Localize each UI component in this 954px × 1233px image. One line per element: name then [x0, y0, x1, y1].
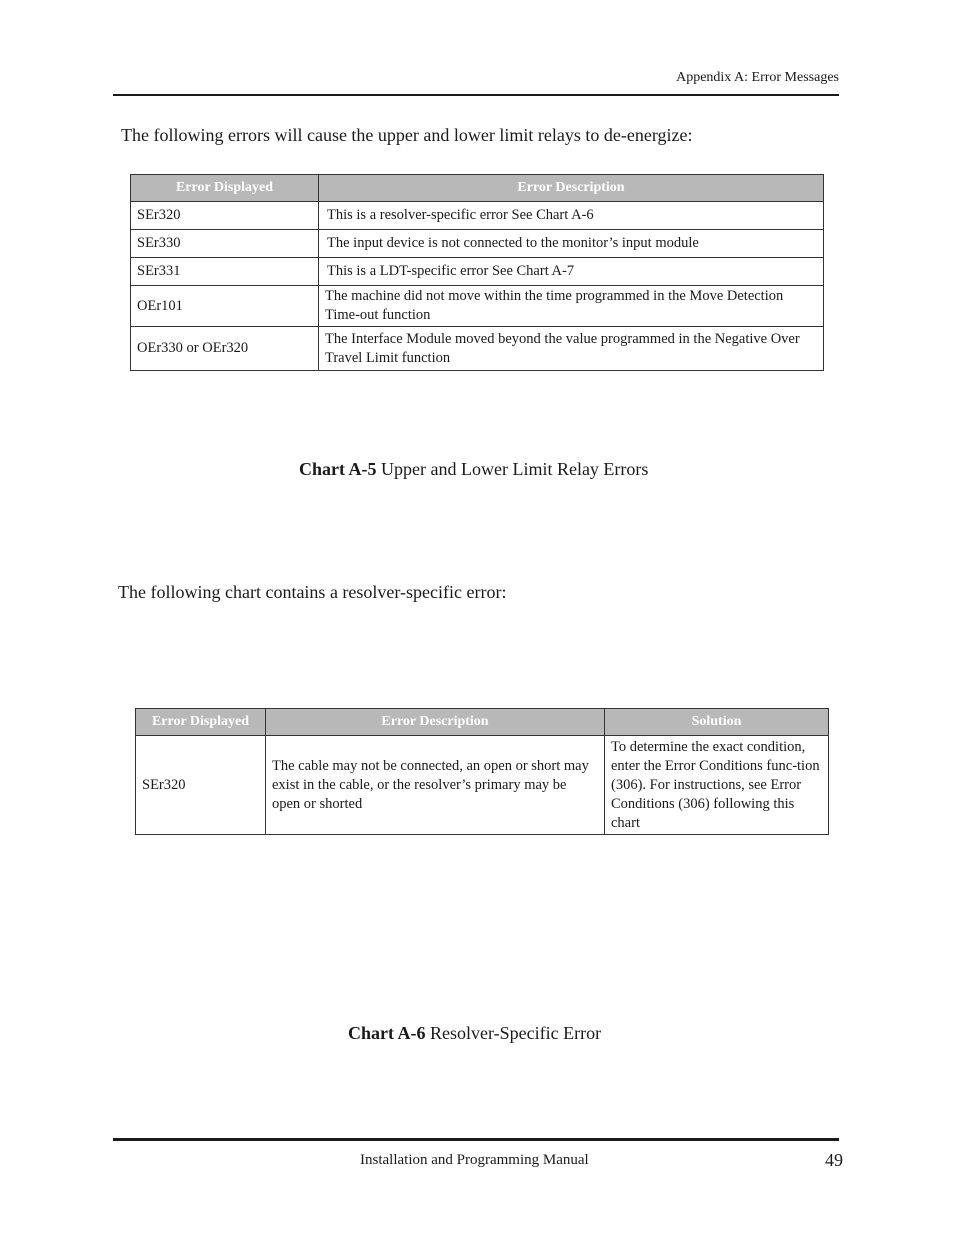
error-code-cell: SEr330	[131, 230, 319, 258]
error-description-cell: This is a LDT-specific error See Chart A-7	[319, 258, 824, 286]
error-code-cell: SEr320	[131, 202, 319, 230]
error-description-cell: This is a resolver-specific error See Chart A-6	[319, 202, 824, 230]
error-description-cell: The machine did not move within the time programmed in the Move Detection Time-out function	[319, 286, 824, 327]
caption-label: Chart A-6	[348, 1023, 426, 1043]
table-row	[131, 202, 824, 230]
table-row	[136, 736, 829, 835]
table-header-row	[136, 709, 829, 736]
error-description-cell: The cable may not be connected, an open or short may exist in the cable, or the resolver’s primary may be open or shorted	[266, 736, 605, 835]
error-code-cell: SEr331	[131, 258, 319, 286]
limit-relay-errors-table	[130, 174, 824, 371]
table-row	[131, 230, 824, 258]
solution-cell: To determine the exact condition, enter the Error Conditions func-tion (306). For instructions, see Error Conditions (306) following this chart	[605, 736, 829, 835]
chart-a6-caption	[348, 1023, 601, 1044]
error-code-cell: OEr101	[131, 286, 319, 327]
running-header: Appendix A: Error Messages	[676, 70, 839, 85]
table-header-row	[131, 175, 824, 202]
error-description-cell: The Interface Module moved beyond the value programmed in the Negative Over Travel Limit function	[319, 327, 824, 371]
header-rule	[113, 94, 839, 96]
page-number: 49	[825, 1150, 843, 1170]
footer-rule	[113, 1138, 839, 1141]
section2-intro: The following chart contains a resolver-specific error:	[118, 582, 507, 602]
error-description-cell: The input device is not connected to the monitor’s input module	[319, 230, 824, 258]
table-row	[131, 286, 824, 327]
error-code-cell: OEr330 or OEr320	[131, 327, 319, 371]
column-header: Solution	[605, 709, 829, 736]
chart-a5-caption	[299, 459, 648, 480]
table-row	[131, 258, 824, 286]
column-header: Error Displayed	[131, 175, 319, 202]
resolver-error-table	[135, 708, 829, 835]
column-header: Error Description	[319, 175, 824, 202]
caption-text: Upper and Lower Limit Relay Errors	[376, 459, 649, 479]
caption-label: Chart A-5	[299, 459, 377, 479]
section1-intro: The following errors will cause the upper and lower limit relays to de-energize:	[121, 125, 693, 145]
footer-manual-title: Installation and Programming Manual	[360, 1152, 589, 1168]
table-row	[131, 327, 824, 371]
error-code-cell: SEr320	[136, 736, 266, 835]
column-header: Error Displayed	[136, 709, 266, 736]
column-header: Error Description	[266, 709, 605, 736]
caption-text: Resolver-Specific Error	[425, 1023, 602, 1043]
